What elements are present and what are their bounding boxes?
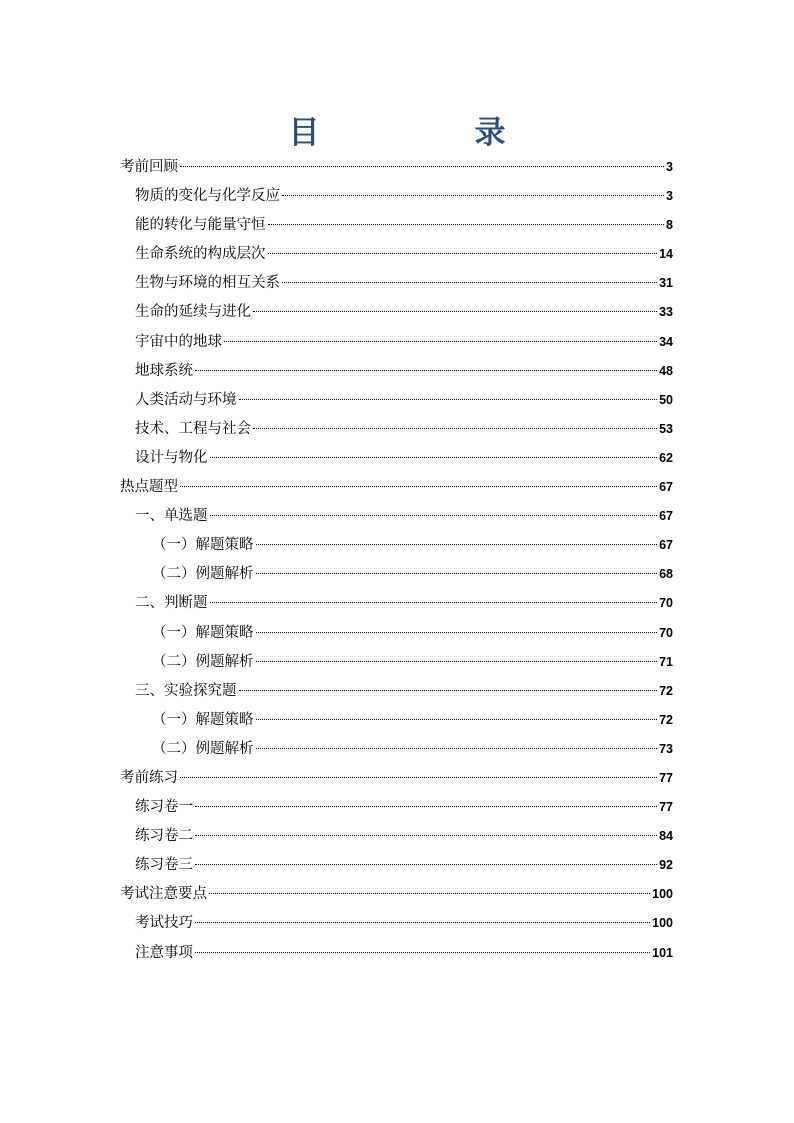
- toc-entry[interactable]: [120, 444, 673, 473]
- toc-entry-page-number: 77: [659, 800, 673, 815]
- toc-dot-leader: [256, 661, 658, 662]
- toc-entry-page-number: 3: [666, 160, 673, 174]
- toc-entry[interactable]: [120, 298, 673, 327]
- toc-dot-leader: [210, 602, 658, 603]
- toc-entry[interactable]: [120, 357, 673, 386]
- toc-entry-page-number: 71: [659, 654, 673, 669]
- toc-entry-label: （二）例题解析: [152, 566, 254, 583]
- toc-dot-leader: [195, 806, 657, 807]
- toc-entry-label: 生命系统的构成层次: [135, 246, 266, 263]
- toc-entry-label: 考试技巧: [135, 915, 193, 932]
- toc-dot-leader: [256, 544, 658, 545]
- toc-entry-page-number: 70: [659, 596, 673, 611]
- toc-dot-leader: [256, 748, 658, 749]
- toc-entry-label: 考试注意要点: [120, 886, 207, 903]
- toc-entry[interactable]: [120, 240, 673, 269]
- toc-entry-label: 设计与物化: [135, 449, 208, 466]
- toc-entry[interactable]: [120, 560, 673, 589]
- toc-entry-page-number: 70: [659, 625, 673, 640]
- page-title: 目 录: [288, 115, 568, 151]
- toc-entry[interactable]: [120, 182, 673, 211]
- toc-entry-label: 注意事项: [135, 944, 193, 961]
- toc-dot-leader: [210, 457, 658, 458]
- toc-entry-page-number: 100: [652, 887, 673, 902]
- toc-dot-leader: [256, 719, 658, 720]
- toc-entry-label: 人类活动与环境: [135, 391, 237, 408]
- toc-entry-page-number: 77: [659, 770, 673, 785]
- toc-entry-label: 物质的变化与化学反应: [135, 188, 280, 205]
- toc-dot-leader: [195, 922, 650, 923]
- toc-entry-page-number: 48: [659, 363, 673, 378]
- toc-entry-label: 宇宙中的地球: [135, 333, 222, 350]
- toc-entry-label: （二）例题解析: [152, 740, 254, 757]
- toc-dot-leader: [180, 166, 664, 167]
- toc-entry-page-number: 67: [659, 480, 673, 495]
- toc-dot-leader: [224, 341, 657, 342]
- toc-entry[interactable]: [120, 793, 673, 822]
- toc-entry-page-number: 14: [659, 247, 673, 262]
- toc-entry-page-number: 50: [659, 392, 673, 407]
- toc-entry-page-number: 8: [666, 218, 673, 233]
- toc-entry-page-number: 101: [652, 945, 673, 960]
- toc-entry-page-number: 53: [659, 421, 673, 436]
- toc-dot-leader: [256, 573, 658, 574]
- toc-entry-page-number: 67: [659, 509, 673, 524]
- toc-entry[interactable]: [120, 415, 673, 444]
- toc-dot-leader: [256, 632, 658, 633]
- toc-entry-label: 技术、工程与社会: [135, 420, 251, 437]
- toc-dot-leader: [282, 195, 664, 196]
- toc-entry-label: （二）例题解析: [152, 653, 254, 670]
- toc-entry[interactable]: [120, 880, 673, 909]
- toc-entry[interactable]: [120, 619, 673, 648]
- toc-entry-label: 热点题型: [120, 479, 178, 496]
- toc-dot-leader: [195, 370, 657, 371]
- toc-entry-page-number: 31: [659, 276, 673, 291]
- toc-entry[interactable]: [120, 589, 673, 618]
- table-of-contents: [120, 153, 673, 968]
- toc-entry[interactable]: [120, 153, 673, 182]
- toc-entry-page-number: 72: [659, 712, 673, 727]
- toc-dot-leader: [253, 428, 657, 429]
- toc-entry[interactable]: [120, 269, 673, 298]
- toc-entry-label: （一）解题策略: [152, 711, 254, 728]
- toc-dot-leader: [282, 282, 657, 283]
- toc-entry-page-number: 34: [659, 334, 673, 349]
- toc-entry-page-number: 72: [659, 683, 673, 698]
- toc-dot-leader: [253, 311, 657, 312]
- toc-entry-page-number: 100: [652, 916, 673, 931]
- toc-dot-leader: [239, 690, 658, 691]
- toc-entry-page-number: 62: [659, 450, 673, 465]
- toc-entry[interactable]: [120, 211, 673, 240]
- toc-entry-label: 考前练习: [120, 769, 178, 786]
- toc-entry[interactable]: [120, 677, 673, 706]
- toc-dot-leader: [195, 864, 657, 865]
- toc-entry-page-number: 33: [659, 305, 673, 320]
- toc-entry[interactable]: [120, 473, 673, 502]
- toc-entry[interactable]: [120, 386, 673, 415]
- toc-entry[interactable]: [120, 764, 673, 793]
- toc-entry-label: 生物与环境的相互关系: [135, 275, 280, 292]
- toc-dot-leader: [195, 952, 650, 953]
- toc-dot-leader: [209, 893, 650, 894]
- toc-entry[interactable]: [120, 648, 673, 677]
- toc-entry-label: 练习卷一: [135, 799, 193, 816]
- toc-entry-label: 能的转化与能量守恒: [135, 217, 266, 234]
- toc-entry-page-number: 3: [666, 189, 673, 204]
- toc-entry-label: 练习卷三: [135, 857, 193, 874]
- toc-entry[interactable]: [120, 706, 673, 735]
- toc-entry-label: 三、实验探究题: [135, 682, 237, 699]
- toc-entry-label: 练习卷二: [135, 828, 193, 845]
- toc-dot-leader: [180, 486, 657, 487]
- toc-entry-page-number: 67: [659, 538, 673, 553]
- toc-entry[interactable]: [120, 502, 673, 531]
- toc-entry[interactable]: [120, 909, 673, 938]
- toc-entry-page-number: 73: [659, 741, 673, 756]
- toc-entry-label: （一）解题策略: [152, 624, 254, 641]
- toc-entry-label: 二、判断题: [135, 595, 208, 612]
- toc-entry-page-number: 92: [659, 858, 673, 873]
- toc-entry-label: 生命的延续与进化: [135, 304, 251, 321]
- toc-entry-page-number: 84: [659, 829, 673, 844]
- toc-dot-leader: [210, 515, 658, 516]
- toc-dot-leader: [180, 777, 657, 778]
- toc-entry[interactable]: [120, 822, 673, 851]
- toc-entry[interactable]: [120, 735, 673, 764]
- toc-entry[interactable]: [120, 851, 673, 880]
- toc-entry-label: （一）解题策略: [152, 537, 254, 554]
- toc-dot-leader: [239, 399, 658, 400]
- toc-entry-page-number: 68: [659, 567, 673, 582]
- toc-entry-label: 一、单选题: [135, 508, 208, 525]
- toc-dot-leader: [268, 224, 665, 225]
- toc-dot-leader: [195, 835, 657, 836]
- toc-entry[interactable]: [120, 531, 673, 560]
- toc-entry[interactable]: [120, 328, 673, 357]
- toc-entry[interactable]: [120, 939, 673, 968]
- toc-entry-label: 考前回顾: [120, 159, 178, 175]
- toc-dot-leader: [268, 253, 658, 254]
- toc-entry-label: 地球系统: [135, 362, 193, 379]
